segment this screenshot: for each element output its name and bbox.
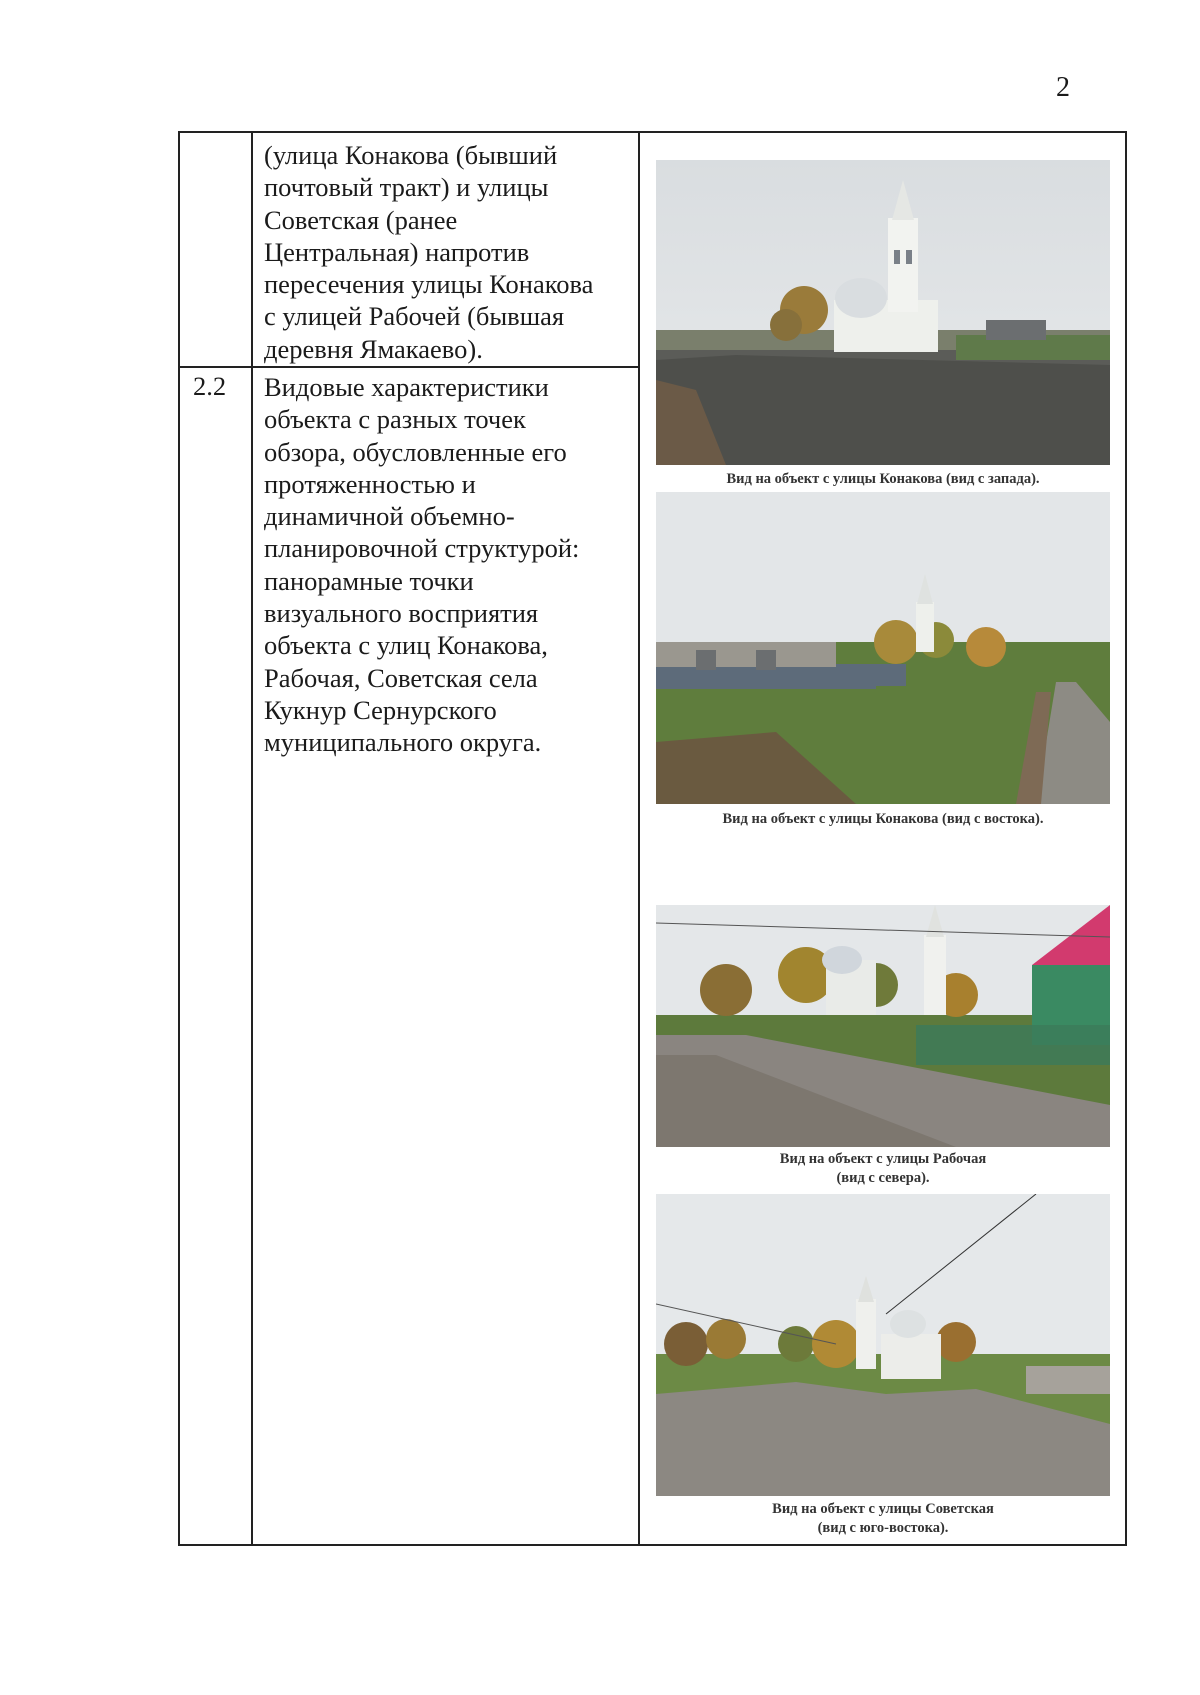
table-top-border [178,131,1127,133]
row-1-text [264,139,634,365]
photo-view-from-west [656,160,1110,465]
photo-caption-north: Вид на объект с улицы Рабочая (вид с севера). [779,1151,987,1186]
text-line: Кукнур Сернурского [264,694,497,725]
row-divider [178,366,640,368]
text-line: обзора, обусловленные его [264,436,567,467]
photo-view-from-southeast [656,1194,1110,1496]
table-right-border [1125,131,1127,1546]
text-line: пересечения улицы Конакова [264,269,594,300]
text-line: Видовые характеристики [264,372,549,402]
text-line: деревня Ямакаево). [264,333,483,364]
text-line: с улицей Рабочей (бывшая [264,301,565,332]
text-line: почтовый тракт) и улицы [264,172,549,203]
text-line: объекта с разных точек [264,404,526,435]
text-line: объекта с улиц Конакова, [264,630,548,661]
text-line: (улица Конакова (бывший [264,140,558,170]
text-line: Советская (ранее [264,204,458,235]
row-2-number: 2.2 [193,371,227,401]
photo-caption-west: Вид на объект с улицы Конакова (вид с запада). [726,471,1040,487]
photo-caption-southeast: Вид на объект с улицы Советская (вид с юго-востока). [772,1501,994,1536]
photo-view-from-east [656,492,1110,804]
text-line: динамичной объемно- [264,501,515,532]
text-line: Центральная) напротив [264,236,530,267]
table-left-border [178,131,180,1546]
row-2-text [264,371,634,759]
page-number: 2 [1056,72,1070,103]
column-divider-2 [638,131,640,1546]
column-divider-1 [251,131,253,1546]
text-line: визуального восприятия [264,598,539,629]
text-line: панорамные точки [264,565,474,596]
text-line: Рабочая, Советская села [264,662,538,693]
photo-view-from-north [656,905,1110,1147]
photo-caption-east: Вид на объект с улицы Конакова (вид с востока). [722,811,1044,827]
text-line: протяженностью и [264,468,476,499]
text-line: муниципального округа. [264,727,542,758]
text-line: планировочной структурой: [264,533,580,564]
table-bottom-border [178,1544,1127,1546]
